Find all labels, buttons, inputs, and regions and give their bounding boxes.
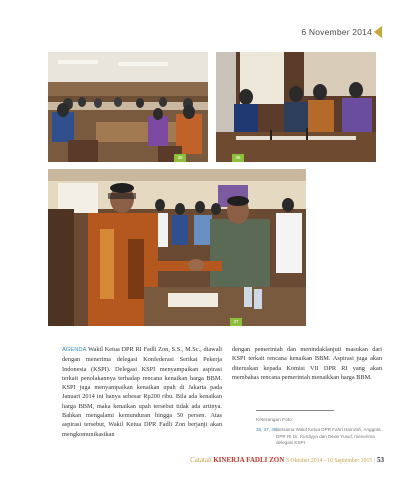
article-lead: AGENDA <box>62 347 87 353</box>
article-column-left <box>62 345 222 439</box>
photo-handshake <box>48 169 306 326</box>
date-arrow-icon <box>374 26 382 38</box>
footer-label: Catatan <box>190 456 212 464</box>
footer-name: KINERJA FADLI ZON <box>213 456 285 464</box>
meeting-room-illustration <box>48 52 208 162</box>
article-column-right: dengan pemerintah dan menindaklanjuti masukan dari KSPI terkait rencana kenaikan BBM. Aspirasi juga akan diteruskan kepada Komisi VII DPR RI yang akan membahas rencana pemerintah menaikkan harga BBM. <box>232 346 382 381</box>
caption-photo-numbers: 35, 37, 38 <box>256 427 277 432</box>
page-number: 53 <box>377 456 384 464</box>
caption-divider <box>256 410 334 411</box>
photo-meeting-room <box>48 52 208 162</box>
caption-title: Keterangan Foto: <box>256 418 294 423</box>
page-footer <box>190 456 384 464</box>
photo-number-badge: 35 <box>174 154 186 162</box>
page-date: 6 November 2014 <box>301 27 372 37</box>
footer-separator: | <box>374 458 376 464</box>
photo-number-badge: 37 <box>230 318 242 326</box>
caption-text: Bersama Wakil Ketua DPR Fahri Hamzah, Anggota DPR RI Dr. Kurdiyya dan Dede Yusuf, menerima delegasi KSPI. <box>276 427 381 446</box>
photo-participants-table <box>216 52 376 162</box>
footer-date-range: 3 Oktober 2014 - 10 September 2015 <box>286 458 373 464</box>
article-left-text: Wakil Ketua DPR RI Fadli Zon, S.S., M.Sc., diawali dengan menerima delegasi Konfederasi Serikat Pekerja Indonesia (KSPI). Delegasi KSPI menyampaikan aspirasi terkait penolakannya terhadap rencana kenaikan harga BBM. KSPI juga menyampaikan kenaikan upah di Jakarta pada Januari 2014 ini hanya sebesar Rp200 ribu. Bila ada kenaikan harga BBM, maka kenaikan upah tersebut tidak ada artinya. Bahkan mengalami kemunduran hingga 50 persen. Atas aspirasi tersebut, Wakil Ketua DPR Fadli Zon berjanji akan mengkomunikasikan <box>62 346 222 438</box>
participants-illustration <box>216 52 376 162</box>
handshake-illustration <box>48 169 306 326</box>
photo-number-badge: 36 <box>232 154 244 162</box>
